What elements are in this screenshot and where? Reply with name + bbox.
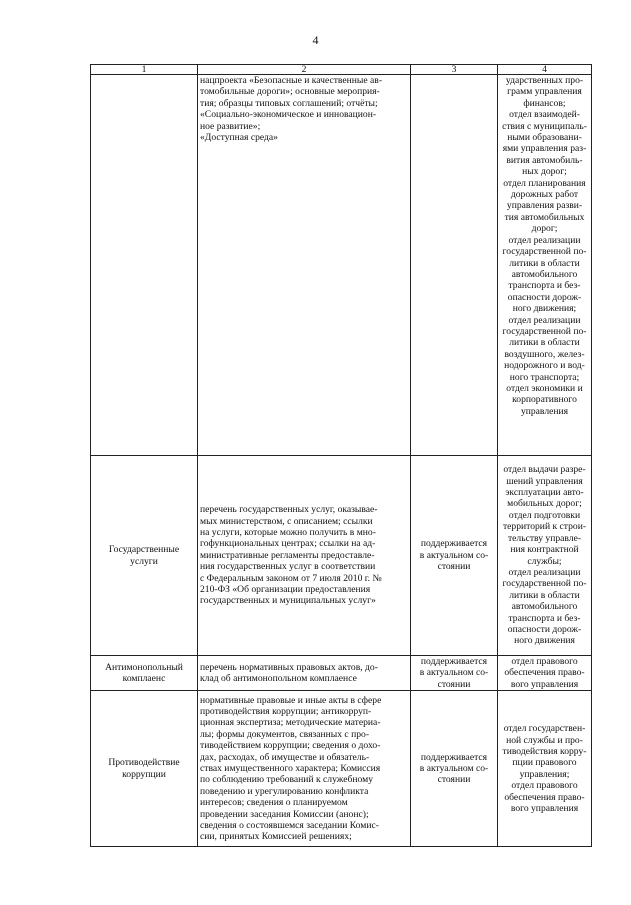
cell-line: тиводействия корру-	[502, 745, 587, 757]
cell-line: дорожных работ	[510, 189, 579, 201]
cell-line: министративные регламенты предоставле-	[200, 549, 375, 561]
table-row	[91, 691, 592, 847]
cell-line: отдел реализации	[508, 566, 581, 578]
cell-line: лы; формы документов, связанных с про-	[200, 728, 370, 740]
cell-line: шений управления	[506, 475, 583, 487]
cell-line: на услуги, которые можно получить в мно-	[200, 526, 376, 538]
responsible-cell	[498, 75, 592, 456]
cell-line: Антимонопольный	[105, 661, 183, 673]
status-cell	[411, 656, 498, 691]
cell-line: транспорта и без-	[508, 612, 581, 624]
document-table	[90, 64, 592, 847]
cell-line: 210-ФЗ «Об организации предоставления	[200, 584, 371, 596]
cell-line: ными образовани-	[507, 132, 582, 144]
section-cell	[91, 456, 198, 656]
cell-line: «Социально-экономическое и инновацион-	[200, 109, 377, 121]
cell-line: автомобильного	[511, 601, 578, 613]
cell-line: отдел государствен-	[503, 723, 586, 735]
cell-line: ционная экспертиза; методические материа-	[200, 717, 381, 729]
cell-line: опасности дорож-	[507, 623, 582, 635]
cell-line: стоянии	[437, 774, 471, 786]
responsible-cell	[498, 691, 592, 847]
responsible-cell	[498, 656, 592, 691]
cell-line: ния государственных услуг в соответствии	[200, 561, 376, 573]
cell-line: поддерживается	[420, 656, 488, 667]
cell-line: обеспечения право-	[504, 667, 585, 679]
cell-line: управления разви-	[506, 200, 583, 212]
cell-line: сии, принятых Комиссией решениях;	[200, 831, 352, 843]
cell-line: стоянии	[437, 561, 471, 573]
cell-line: государственных и муниципальных услуг»	[200, 595, 376, 607]
cell-line: вого управления	[510, 678, 579, 690]
cell-line: томобильные дороги»; основные мероприя-	[200, 86, 380, 98]
cell-line: Противодействие	[108, 757, 180, 769]
cell-line: финансов;	[523, 97, 566, 109]
cell-line: гофункциональных центрах; ссылки на ад-	[200, 538, 376, 550]
cell-line: государственной по-	[502, 246, 587, 258]
cell-line: опасности дорож-	[507, 291, 582, 303]
cell-line: нацпроекта «Безопасные и качественные ав-	[200, 75, 383, 86]
cell-line: управления	[520, 405, 569, 417]
header-row	[91, 65, 592, 75]
cell-line: ного движения	[514, 635, 575, 647]
cell-line: в актуальном со-	[419, 763, 489, 775]
header-cell-1: 1	[91, 65, 198, 75]
table-row	[91, 456, 592, 656]
cell-line: транспорта и без-	[508, 280, 581, 292]
cell-line: территорий к строи-	[502, 521, 587, 533]
section-cell	[91, 656, 198, 691]
cell-line: управления;	[519, 768, 570, 780]
cell-line: ной службы и про-	[506, 734, 583, 746]
section-cell	[91, 691, 198, 847]
cell-line: интересов; сведения о планируемом	[200, 797, 348, 809]
cell-line: воздушного, желез-	[504, 348, 585, 360]
cell-line: клад об антимонопольном комплаенсе	[200, 673, 357, 685]
cell-line: тельству управле-	[507, 532, 582, 544]
content-cell	[198, 75, 411, 456]
cell-line: дах, расходах, об имуществе и обязатель-	[200, 751, 370, 763]
cell-line: тия; образцы типовых соглашений; отчёты;	[200, 97, 378, 109]
cell-line: в актуальном со-	[419, 667, 489, 679]
header-cell-2: 2	[198, 65, 411, 75]
cell-line: комплаенс	[122, 673, 166, 685]
cell-line: ного транспорта;	[509, 371, 580, 383]
cell-line: автомобильного	[511, 268, 578, 280]
cell-line: сведения о состоявшемся заседании Комис-	[200, 820, 379, 832]
cell-line: нодорожного и вод-	[504, 360, 585, 372]
cell-line: поведению и урегулированию конфликта	[200, 785, 369, 797]
cell-line: литики в области	[509, 589, 580, 601]
cell-line: ями управления раз-	[502, 143, 587, 155]
cell-line: вого управления	[510, 802, 579, 814]
cell-line: эксплуатации авто-	[505, 487, 584, 499]
cell-line: мых министерством, с описанием; ссылки	[200, 515, 373, 527]
cell-line: услуги	[130, 555, 158, 567]
cell-line: поддерживается	[420, 751, 488, 763]
cell-line: литики в области	[509, 257, 580, 269]
cell-line: тиводействием коррупции; сведения о дохо-	[200, 740, 381, 752]
table-row	[91, 75, 592, 456]
cell-line: по соблюдению требований к служебному	[200, 774, 374, 786]
cell-line: нормативные правовые и иные акты в сфере	[200, 694, 382, 706]
cell-line: вития автомобиль-	[506, 154, 583, 166]
cell-line: государственной по-	[502, 325, 587, 337]
cell-line: корпоративного	[512, 394, 577, 406]
cell-line: обеспечения право-	[504, 791, 585, 803]
cell-line: ствия с муниципаль-	[502, 120, 587, 132]
cell-line: пции правового	[512, 757, 577, 769]
status-cell	[411, 75, 498, 456]
header-cell-3: 3	[411, 65, 498, 75]
cell-line: отдел экономики и	[506, 382, 583, 394]
cell-line: отдел планирования	[503, 177, 586, 189]
cell-line: Государственные	[108, 544, 180, 556]
cell-line: грамм управления	[507, 86, 582, 98]
cell-line: коррупции	[122, 768, 166, 780]
cell-line: дорог;	[531, 223, 558, 235]
cell-line: ударственных про-	[505, 75, 584, 86]
cell-line: отдел правового	[511, 780, 578, 792]
cell-line: ного движения;	[512, 303, 577, 315]
cell-line: отдел подготовки	[508, 509, 581, 521]
content-cell	[198, 656, 411, 691]
cell-line: ное развитие»;	[200, 120, 261, 132]
table-body	[91, 65, 592, 847]
cell-line: тия автомобильных	[504, 211, 585, 223]
cell-line: ствах имущественного характера; Комиссия	[200, 763, 381, 775]
cell-line: отдел реализации	[508, 234, 581, 246]
cell-line: «Доступная среда»	[200, 132, 278, 144]
cell-line: отдел правового	[511, 656, 578, 667]
cell-line: стоянии	[437, 678, 471, 690]
cell-line: отдел реализации	[508, 314, 581, 326]
cell-line: перечень государственных услуг, оказывае-	[200, 504, 378, 516]
section-cell	[91, 75, 198, 456]
cell-line: литики в области	[509, 337, 580, 349]
cell-line: отдел выдачи разре-	[503, 464, 586, 476]
cell-line: мобильных дорог;	[507, 498, 582, 510]
header-cell-4: 4	[498, 65, 592, 75]
cell-line: с Федеральным законом от 7 июля 2010 г. №	[200, 572, 382, 584]
status-cell	[411, 691, 498, 847]
cell-line: отдел взаимодей-	[509, 109, 580, 121]
status-cell	[411, 456, 498, 656]
cell-line: перечень нормативных правовых актов, до-	[200, 661, 378, 673]
cell-line: проведении заседания Комиссии (анонс);	[200, 808, 369, 820]
cell-line: ных дорог;	[522, 166, 567, 178]
page-number: 4	[312, 33, 319, 47]
cell-line: государственной по-	[502, 578, 587, 590]
content-cell	[198, 456, 411, 656]
cell-line: ния контрактной	[510, 544, 579, 556]
cell-line: противодействия коррупции; антикорруп-	[200, 705, 372, 717]
cell-line: поддерживается	[420, 538, 488, 550]
table-row	[91, 656, 592, 691]
cell-line: службы;	[527, 555, 562, 567]
content-cell	[198, 691, 411, 847]
cell-line: в актуальном со-	[419, 549, 489, 561]
responsible-cell	[498, 456, 592, 656]
